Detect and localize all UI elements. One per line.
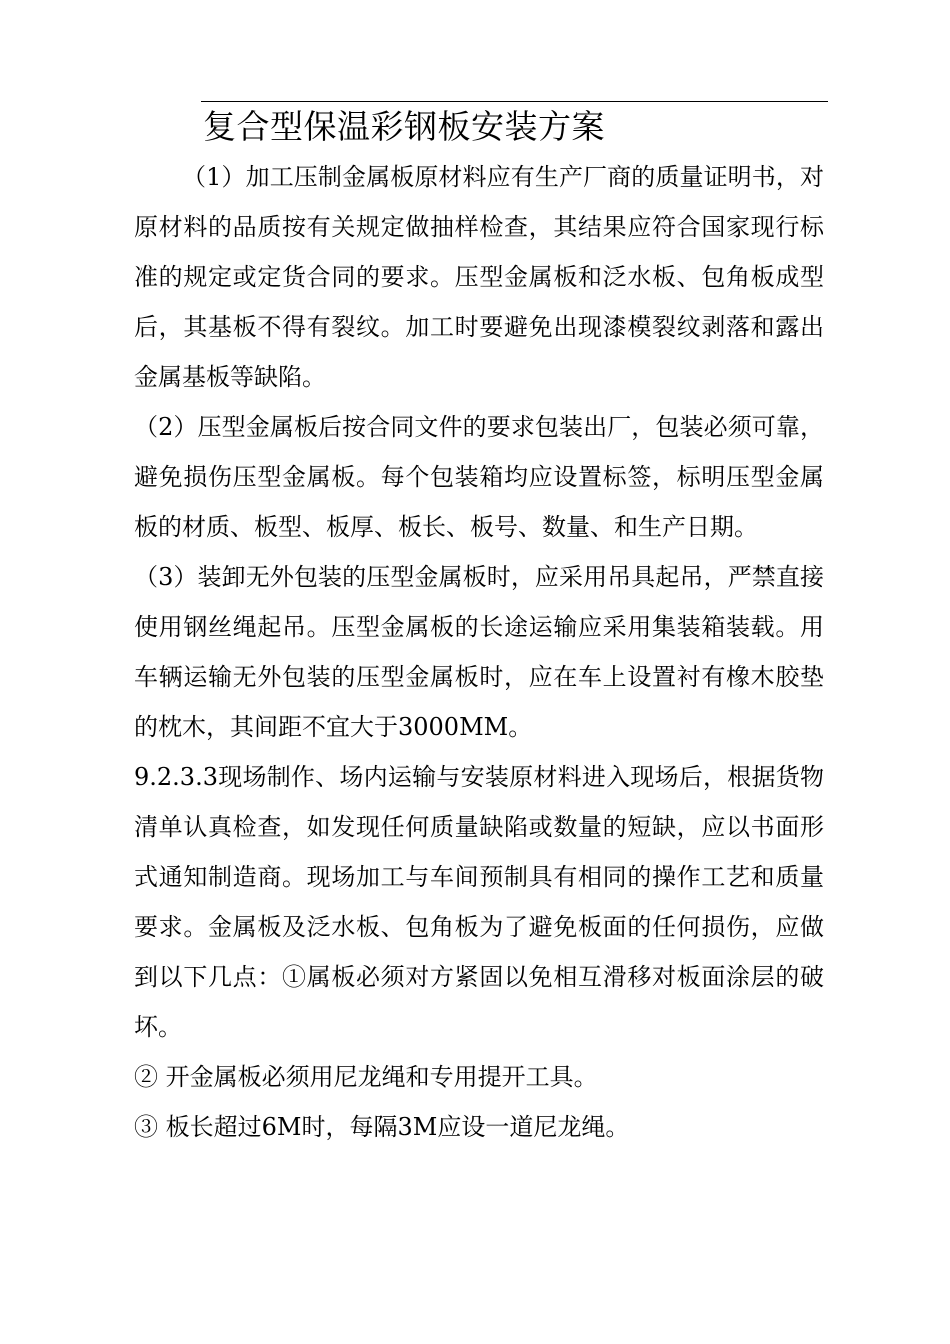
paragraph-transport: （3）装卸无外包装的压型金属板时，应采用吊具起吊，严禁直接使用钢丝绳起吊。压型金属板的长途运输应采用集装箱装载。用车辆运输无外包装的压型金属板时，应在车上设置衬有橡木胶垫的枕木，其间距不宜大于3000MM。	[134, 563, 824, 741]
paragraph-point-2: ② 开金属板必须用尼龙绳和专用提开工具。	[134, 1063, 598, 1091]
paragraph-packaging: （2）压型金属板后按合同文件的要求包装出厂，包装必须可靠，避免损伤压型金属板。每个包装箱均应设置标签，标明压型金属板的材质、板型、板厚、板长、板号、数量、和生产日期。	[134, 413, 824, 541]
paragraph-material-inspection: （1）加工压制金属板原材料应有生产厂商的质量证明书，对原材料的品质按有关规定做抽样检查，其结果应符合国家现行标准的规定或定货合同的要求。压型金属板和泛水板、包角板成型后，其基板不得有裂纹。加工时要避免出现漆模裂纹剥落和露出金属基板等缺陷。	[134, 163, 824, 391]
header-rule	[201, 101, 828, 102]
paragraph-point-3: ③ 板长超过6M时，每隔3M应设一道尼龙绳。	[134, 1113, 630, 1141]
paragraph-site-fabrication: 9.2.3.3现场制作、场内运输与安装原材料进入现场后，根据货物清单认真检查，如发现任何质量缺陷或数量的短缺，应以书面形式通知制造商。现场加工与车间预制具有相同的操作工艺和质量要求。金属板及泛水板、包角板为了避免板面的任何损伤，应做到以下几点：①属板必须对方紧固以免相互滑移对板面涂层的破坏。	[134, 763, 824, 1041]
document-body	[134, 152, 824, 1152]
document-title: 复合型保温彩钢板安装方案	[203, 107, 605, 146]
